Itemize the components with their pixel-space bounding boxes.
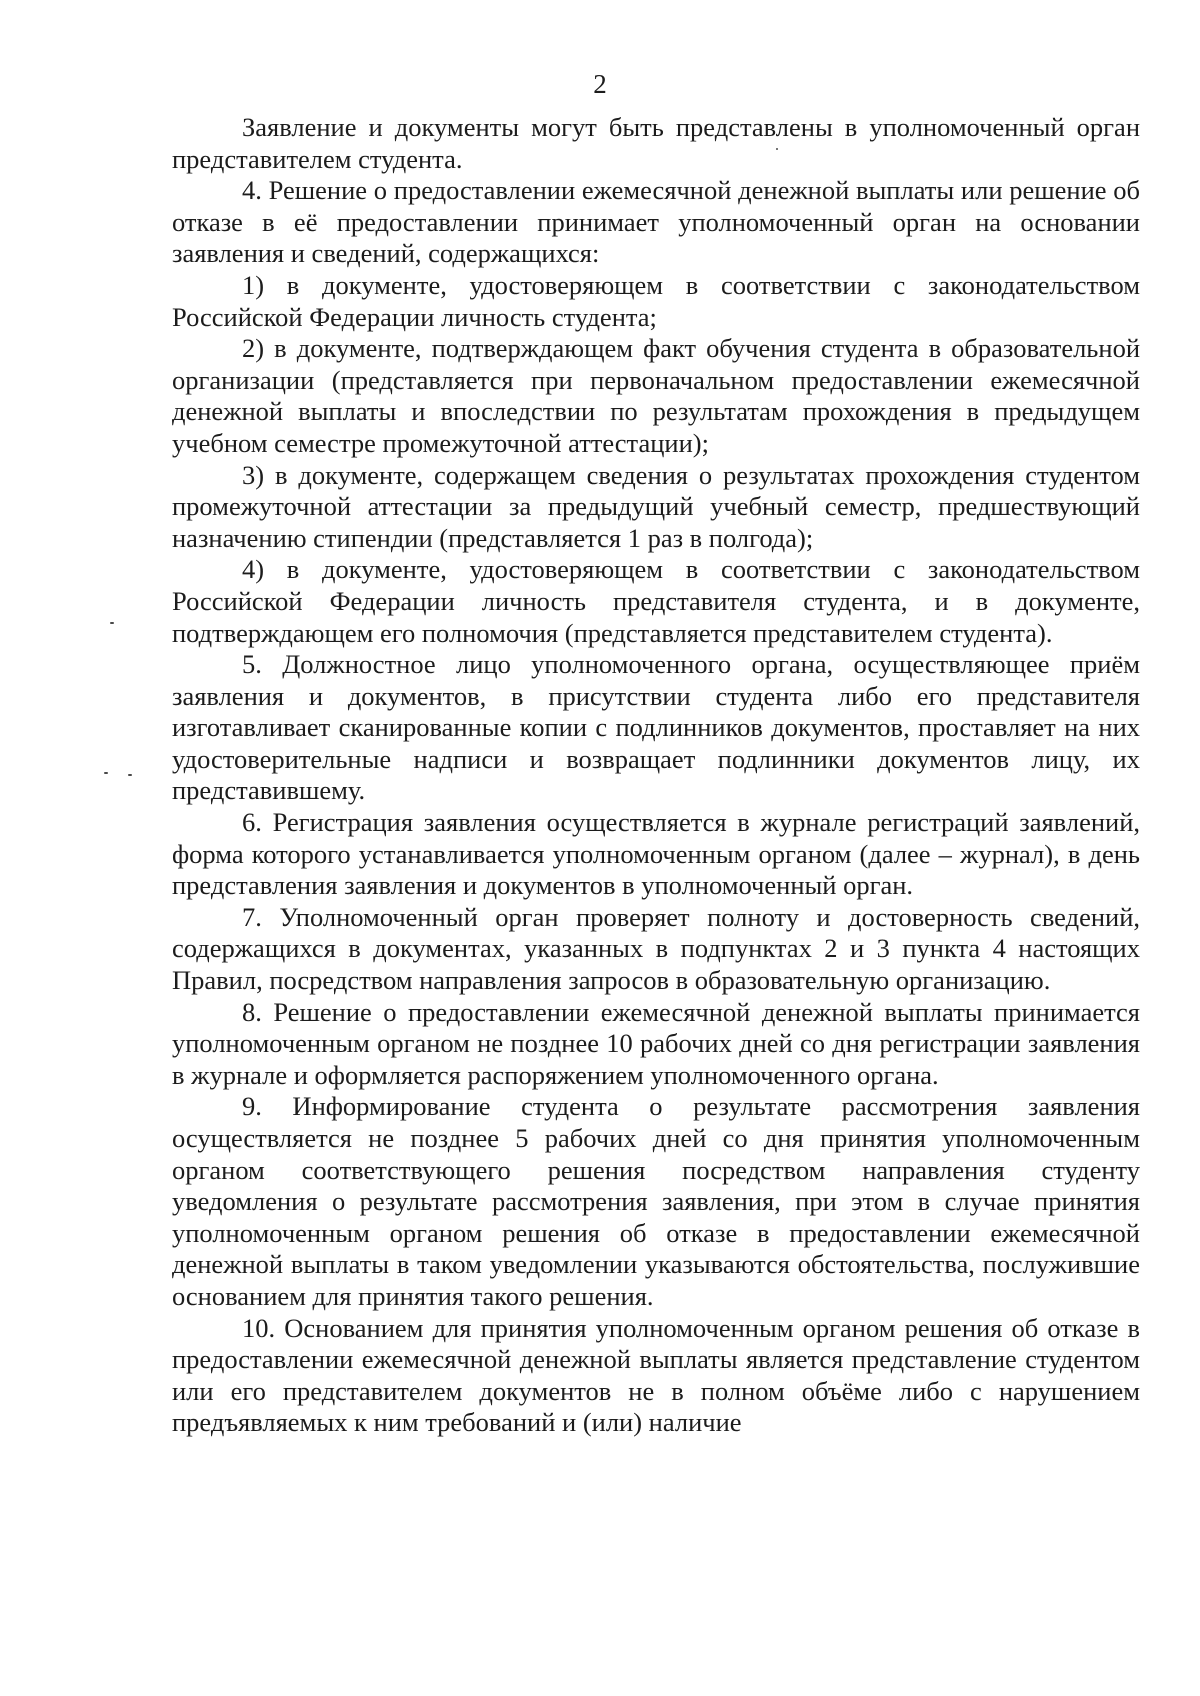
scan-speck (128, 774, 132, 776)
paragraph-subitem-2-enrollment-document: 2) в документе, подтверждающем факт обучения студента в образовательной организации (представляется при первоначальном предоставлении ежемесячной денежной выплаты и впоследствии по результатам прохождения в предыдущем учебном семестре промежуточной аттестации); (172, 333, 1140, 458)
page-number: 2 (593, 69, 607, 99)
paragraph-item-9-notification: 9. Информирование студента о результате рассмотрения заявления осуществляется не позднее 5 рабочих дней со дня принятия уполномоченным органом соответствующего решения посредством направления студенту уведомления о результате рассмотрения заявления, при этом в случае принятия уполномоченным органом решения об отказе в предоставлении ежемесячной денежной выплаты в таком уведомлении указываются обстоятельства, послужившие основанием для принятия такого решения. (172, 1091, 1140, 1311)
paragraph-representative-submission: Заявление и документы могут быть представлены в уполномоченный орган представителем студента. (172, 112, 1140, 174)
scan-speck (110, 622, 114, 624)
paragraph-item-6-registration: 6. Регистрация заявления осуществляется в журнале регистраций заявлений, форма которого устанавливается уполномоченным органом (далее – журнал), в день представления заявления и документов в уполномоченный орган. (172, 807, 1140, 901)
paragraph-item-8-decision-deadline: 8. Решение о предоставлении ежемесячной денежной выплаты принимается уполномоченным органом не позднее 10 рабочих дней со дня регистрации заявления в журнале и оформляется распоряжением уполномоченного органа. (172, 996, 1140, 1090)
paragraph-item-7-verification: 7. Уполномоченный орган проверяет полноту и достоверность сведений, содержащихся в документах, указанных в подпунктах 2 и 3 пункта 4 настоящих Правил, посредством направления запросов в образовательную организацию. (172, 901, 1140, 996)
paragraph-subitem-4-representative-document: 4) в документе, удостоверяющем в соответствии с законодательством Российской Федерации личность представителя студента, и в документе, подтверждающем его полномочия (представляется представителем студента). (172, 554, 1140, 648)
paragraph-item-5-document-intake: 5. Должностное лицо уполномоченного органа, осуществляющее приём заявления и документов, в присутствии студента либо его представителя изготавливает сканированные копии с подлинников документов, проставляет на них удостоверительные надписи и возвращает подлинники документов лицу, их представившему. (172, 649, 1140, 806)
paragraph-item-10-refusal-grounds: 10. Основанием для принятия уполномоченным органом решения об отказе в предоставлении ежемесячной денежной выплаты является представление студентом или его представителем документов не в полном объёме либо с нарушением предъявляемых к ним требований и (или) наличие (172, 1312, 1140, 1438)
paragraph-subitem-1-identity-document: 1) в документе, удостоверяющем в соответствии с законодательством Российской Федерации личность студента; (172, 269, 1140, 332)
scan-speck (776, 148, 778, 150)
paragraph-subitem-3-attestation-document: 3) в документе, содержащем сведения о результатах прохождения студентом промежуточной аттестации за предыдущий учебный семестр, предшествующий назначению стипендии (представляется 1 раз в полгода); (172, 459, 1140, 553)
scan-speck (104, 772, 108, 774)
document-body (172, 112, 1140, 1439)
paragraph-item-4-decision: 4. Решение о предоставлении ежемесячной денежной выплаты или решение об отказе в её предоставлении принимает уполномоченный орган на основании заявления и сведений, содержащихся: (172, 175, 1140, 269)
